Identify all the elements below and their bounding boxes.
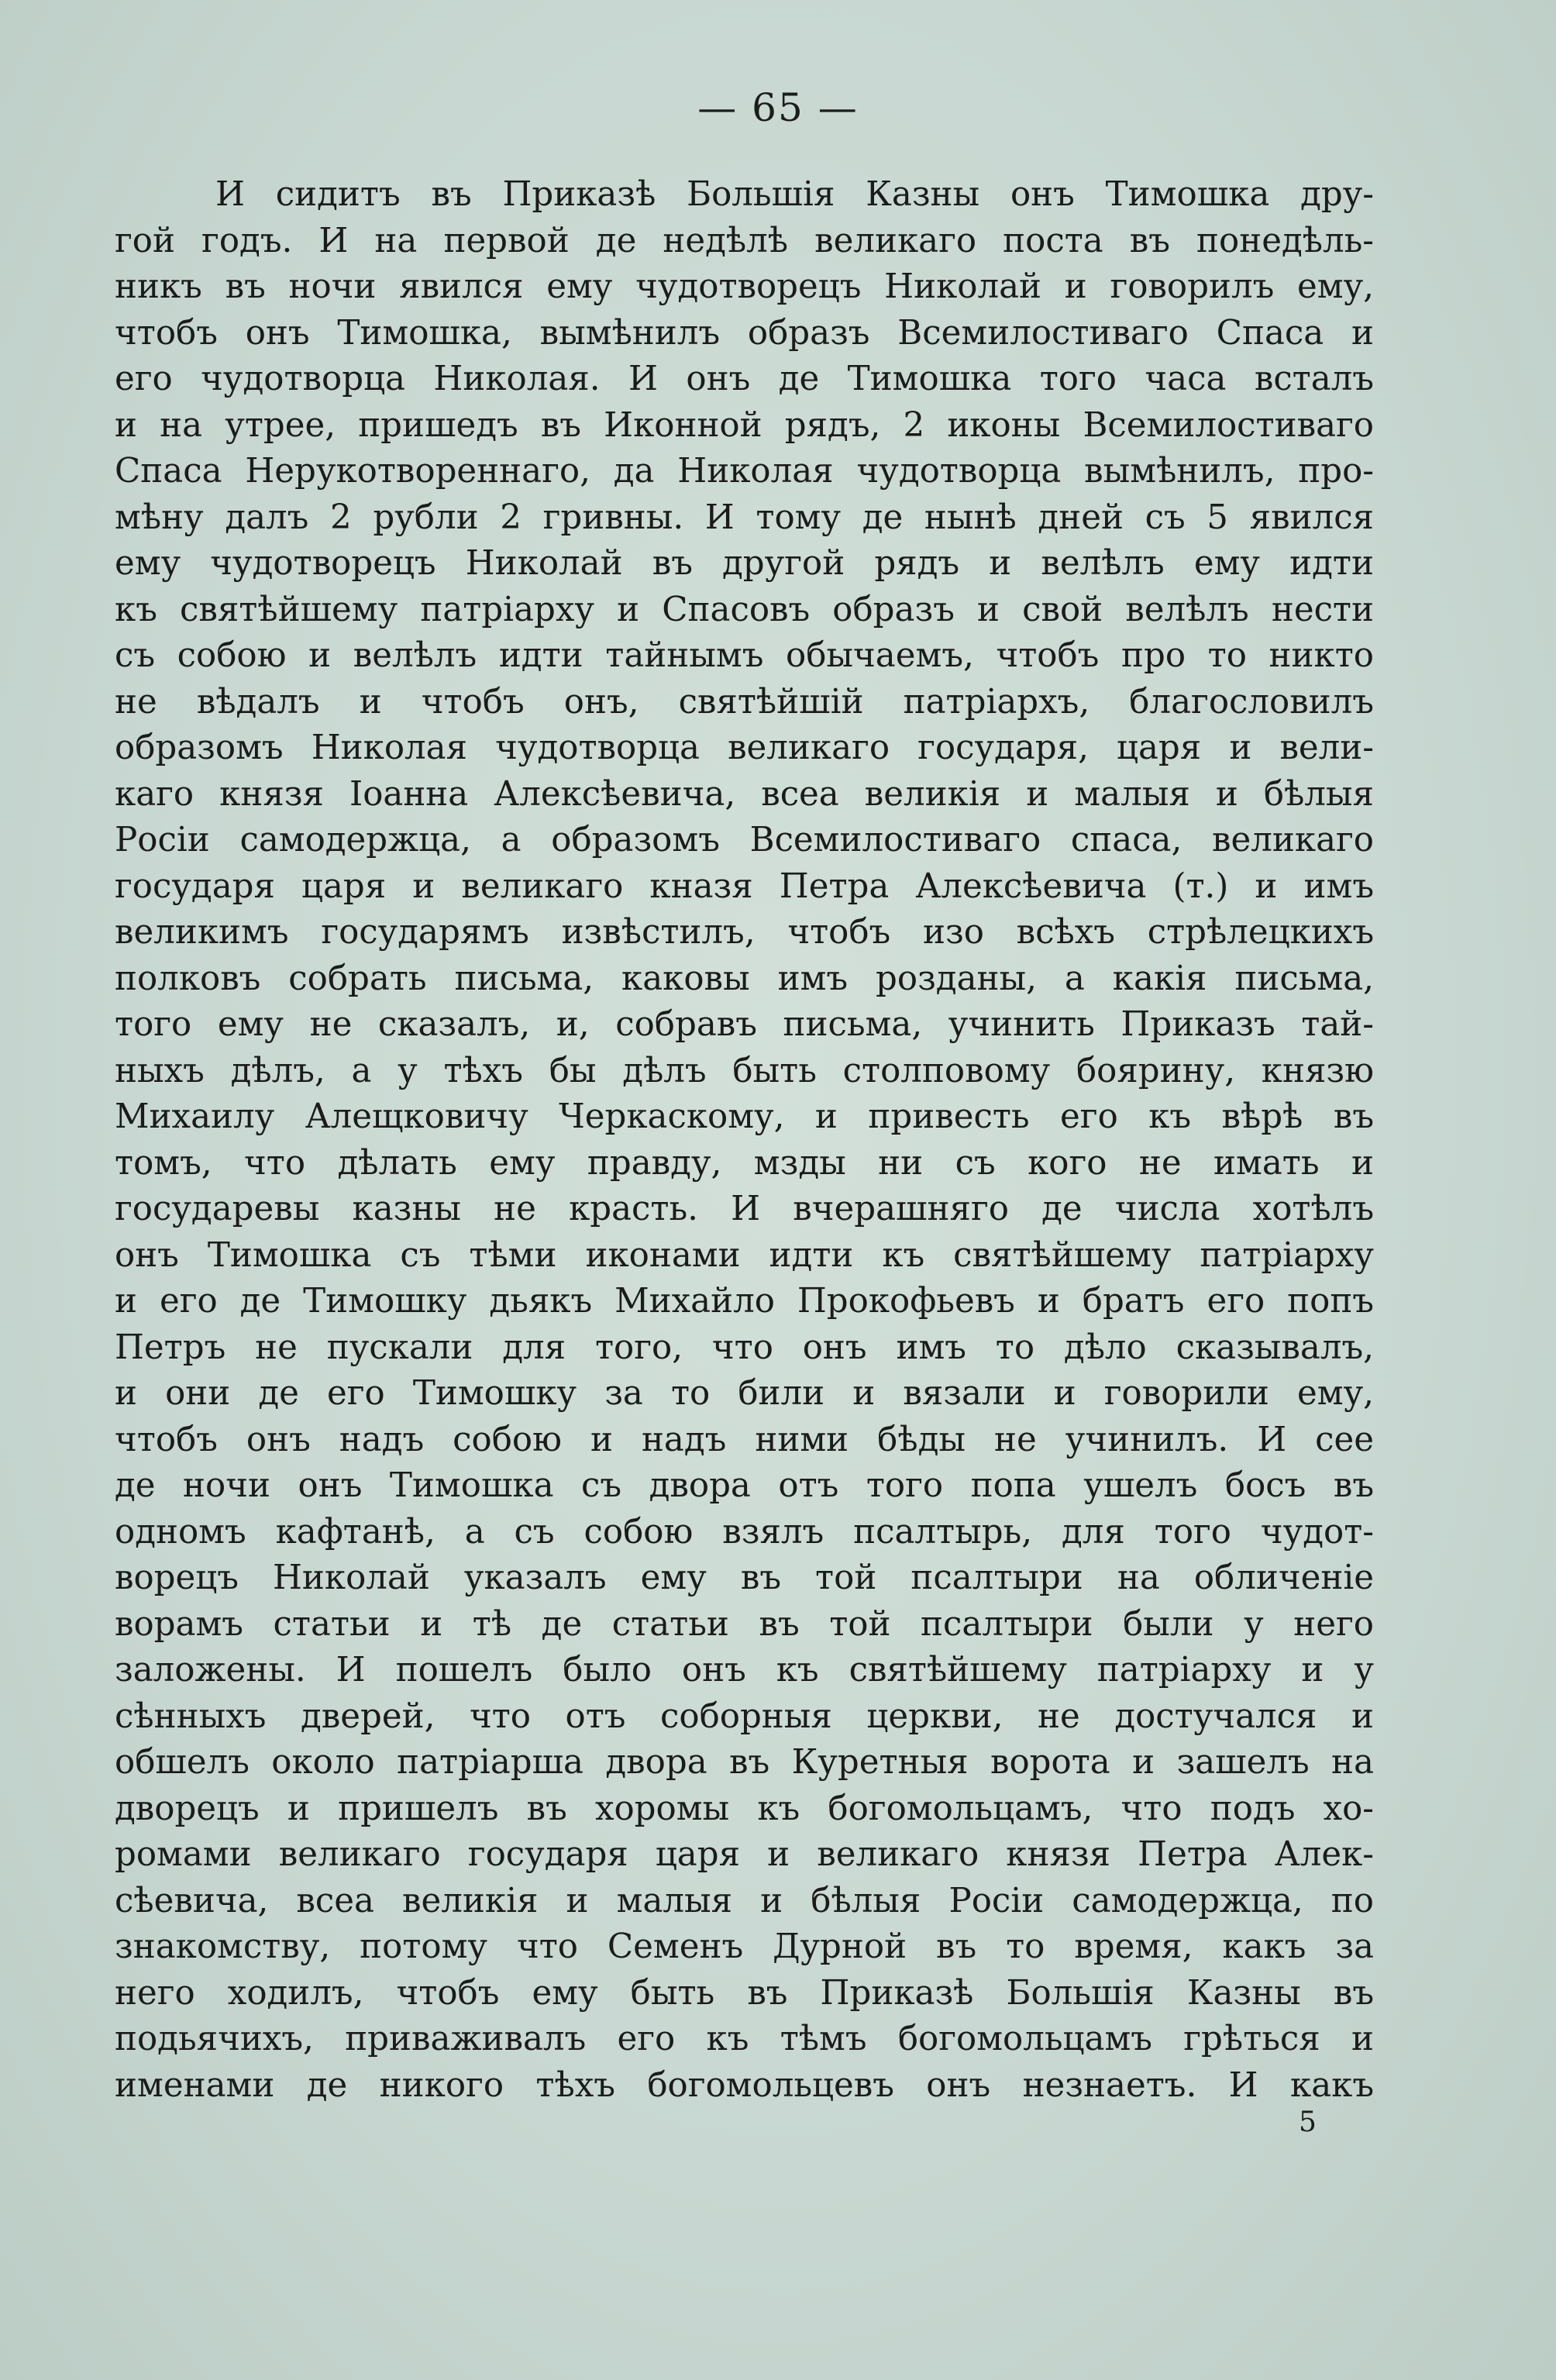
text-line: чтобъ онъ надъ собою и надъ ними бѣды не учинилъ. И сее xyxy=(115,1420,1374,1459)
text-line: ворамъ статьи и тѣ де статьи въ той псалтыри были у него xyxy=(115,1604,1374,1644)
text-line: полковъ собрать письма, каковы имъ розданы, а какія письма, xyxy=(115,959,1374,998)
text-line: чтобъ онъ Тимошка, вымѣнилъ образъ Всемилостиваго Спаса и xyxy=(115,313,1374,353)
text-line: Росіи самодержца, а образомъ Всемилостиваго спаса, великаго xyxy=(115,821,1374,859)
signature-mark: 5 xyxy=(1299,2106,1317,2138)
text-line: не вѣдалъ и чтобъ онъ, святѣйшій патріархъ, благословилъ xyxy=(115,682,1374,722)
text-line: государя царя и великаго кназя Петра Алексѣевича (т.) и имъ xyxy=(115,866,1374,906)
text-line: мѣну далъ 2 рубли 2 гривны. И тому де нынѣ дней съ 5 явился xyxy=(115,498,1374,537)
text-line: съ собою и велѣлъ идти тайнымъ обычаемъ, чтобъ про то никто xyxy=(115,636,1374,675)
text-line: каго князя Іоанна Алексѣевича, всеа великія и малыя и бѣлыя xyxy=(115,774,1374,814)
text-line: обшелъ около патріарша двора въ Куретныя ворота и зашелъ на xyxy=(115,1743,1374,1782)
text-line: дворецъ и пришелъ въ хоромы къ богомольцамъ, что подъ хо- xyxy=(115,1789,1374,1828)
text-line: къ святѣйшему патріарху и Спасовъ образъ и свой велѣлъ нести xyxy=(115,590,1374,629)
text-line: него ходилъ, чтобъ ему быть въ Приказѣ Большія Казны въ xyxy=(115,1973,1374,2013)
page-number: — 65 — xyxy=(697,85,859,130)
text-line: того ему не сказалъ, и, собравъ письма, учинить Приказъ тай- xyxy=(115,1005,1374,1044)
text-line: образомъ Николая чудотворца великаго государя, царя и вели- xyxy=(115,728,1374,767)
text-line: ворецъ Николай указалъ ему въ той псалтыри на обличеніе xyxy=(115,1559,1374,1597)
text-line: ромами великаго государя царя и великаго князя Петра Алек- xyxy=(115,1835,1374,1874)
text-line: подьячихъ, приваживалъ его къ тѣмъ богомольцамъ грѣться и xyxy=(115,2020,1374,2058)
text-line: никъ въ ночи явился ему чудотворецъ Николай и говорилъ ему, xyxy=(115,267,1374,306)
text-line: томъ, что дѣлать ему правду, мзды ни съ кого не имать и xyxy=(115,1143,1374,1183)
text-line: именами де никого тѣхъ богомольцевъ онъ незнаетъ. И какъ xyxy=(115,2065,1374,2105)
text-line: государевы казны не красть. И вчерашняго де числа хотѣлъ xyxy=(115,1190,1374,1228)
text-line: и они де его Тимошку за то били и вязали и говорили ему, xyxy=(115,1374,1374,1413)
text-line: ныхъ дѣлъ, а у тѣхъ бы дѣлъ быть столповому боярину, князю xyxy=(115,1051,1374,1090)
body-text xyxy=(115,172,1374,2109)
text-line: и на утрее, пришедъ въ Иконной рядъ, 2 иконы Всемилостиваго xyxy=(115,405,1374,445)
text-line: одномъ кафтанѣ, а съ собою взялъ псалтырь, для того чудот- xyxy=(115,1512,1374,1552)
text-line: Михаилу Алещковичу Черкаскому, и привесть его къ вѣрѣ въ xyxy=(115,1097,1374,1136)
text-line: И сидитъ въ Приказѣ Большія Казны онъ Тимошка дру- xyxy=(215,175,1374,214)
text-line: Петръ не пускали для того, что онъ имъ то дѣло сказывалъ, xyxy=(115,1328,1374,1367)
text-line: сѣнныхъ дверей, что отъ соборныя церкви, не достучался и xyxy=(115,1696,1374,1736)
text-line: и его де Тимошку дьякъ Михайло Прокофьевъ и братъ его попъ xyxy=(115,1282,1374,1321)
text-line: де ночи онъ Тимошка съ двора отъ того попа ушелъ босъ въ xyxy=(115,1466,1374,1505)
text-line: знакомству, потому что Семенъ Дурной въ то время, какъ за xyxy=(115,1927,1374,1966)
text-line: сѣевича, всеа великія и малыя и бѣлыя Росіи самодержца, по xyxy=(115,1881,1374,1920)
text-line: ему чудотворецъ Николай въ другой рядъ и велѣлъ ему идти xyxy=(115,544,1374,583)
text-line: онъ Тимошка съ тѣми иконами идти къ святѣйшему патріарху xyxy=(115,1235,1374,1275)
text-line: его чудотворца Николая. И онъ де Тимошка того часа всталъ xyxy=(115,360,1374,398)
text-line: великимъ государямъ извѣстилъ, чтобъ изо всѣхъ стрѣлецкихъ xyxy=(115,913,1374,952)
text-line: гой годъ. И на первой де недѣлѣ великаго поста въ понедѣль- xyxy=(115,221,1374,260)
text-line: заложены. И пошелъ было онъ къ святѣйшему патріарху и у xyxy=(115,1651,1374,1689)
text-line: Спаса Нерукотвореннаго, да Николая чудотворца вымѣнилъ, про- xyxy=(115,452,1374,491)
